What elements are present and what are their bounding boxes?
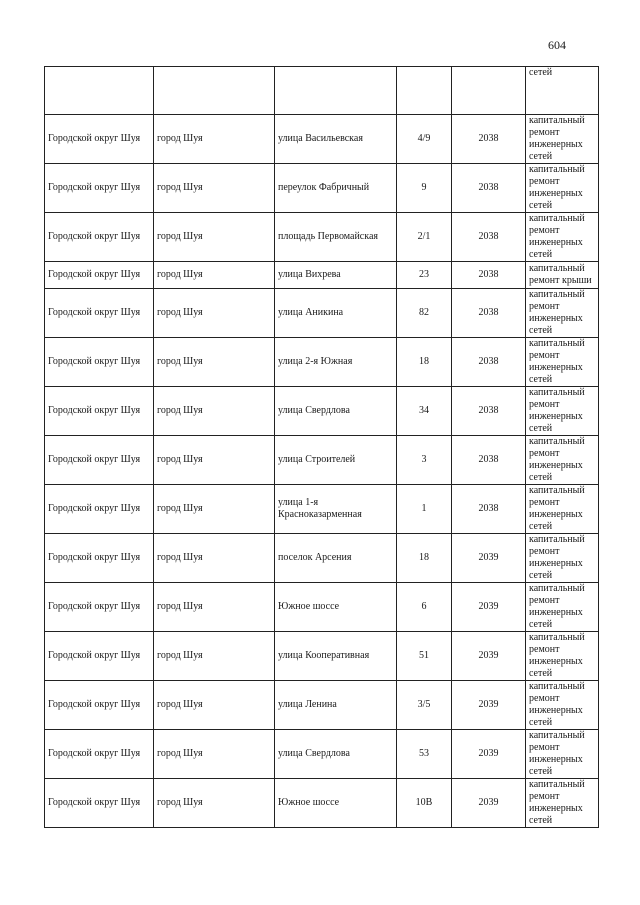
street-cell: улица Свердлова — [275, 730, 397, 779]
house-cell: 18 — [397, 338, 452, 387]
street-cell: улица Свердлова — [275, 387, 397, 436]
street-cell: улица Вихрева — [275, 262, 397, 289]
street-cell: улица Аникина — [275, 289, 397, 338]
year-cell: 2038 — [452, 289, 526, 338]
district-cell: Городской округ Шуя — [45, 338, 154, 387]
year-cell: 2039 — [452, 681, 526, 730]
district-cell: Городской округ Шуя — [45, 262, 154, 289]
year-cell: 2039 — [452, 583, 526, 632]
work-type-cell: капитальный ремонт инженерных сетей — [526, 289, 599, 338]
page-number: 604 — [548, 38, 566, 52]
city-cell: город Шуя — [154, 632, 275, 681]
street-cell: улица Ленина — [275, 681, 397, 730]
city-cell: город Шуя — [154, 485, 275, 534]
work-type-cell: капитальный ремонт инженерных сетей — [526, 387, 599, 436]
year-cell: 2038 — [452, 338, 526, 387]
city-cell: город Шуя — [154, 338, 275, 387]
house-cell: 51 — [397, 632, 452, 681]
year-cell: 2038 — [452, 262, 526, 289]
city-cell: город Шуя — [154, 779, 275, 828]
table-row — [45, 730, 599, 779]
work-type-cell: капитальный ремонт инженерных сетей — [526, 779, 599, 828]
house-cell — [397, 67, 452, 115]
year-cell: 2038 — [452, 164, 526, 213]
year-cell — [452, 67, 526, 115]
district-cell: Городской округ Шуя — [45, 632, 154, 681]
street-cell: улица 1-я Красноказарменная — [275, 485, 397, 534]
house-cell: 2/1 — [397, 213, 452, 262]
year-cell: 2038 — [452, 485, 526, 534]
work-type-cell: капитальный ремонт инженерных сетей — [526, 164, 599, 213]
table-row — [45, 164, 599, 213]
city-cell: город Шуя — [154, 262, 275, 289]
table-row — [45, 681, 599, 730]
house-cell: 53 — [397, 730, 452, 779]
city-cell — [154, 67, 275, 115]
district-cell — [45, 67, 154, 115]
year-cell: 2039 — [452, 779, 526, 828]
table-row — [45, 632, 599, 681]
work-type-cell: капитальный ремонт инженерных сетей — [526, 534, 599, 583]
table-row — [45, 262, 599, 289]
table-row — [45, 534, 599, 583]
city-cell: город Шуя — [154, 681, 275, 730]
city-cell: город Шуя — [154, 583, 275, 632]
street-cell: Южное шоссе — [275, 779, 397, 828]
year-cell: 2039 — [452, 632, 526, 681]
house-cell: 10В — [397, 779, 452, 828]
year-cell: 2038 — [452, 387, 526, 436]
city-cell: город Шуя — [154, 730, 275, 779]
street-cell: улица 2-я Южная — [275, 338, 397, 387]
house-cell: 9 — [397, 164, 452, 213]
city-cell: город Шуя — [154, 289, 275, 338]
street-cell: Южное шоссе — [275, 583, 397, 632]
address-table-body — [45, 67, 599, 828]
city-cell: город Шуя — [154, 213, 275, 262]
year-cell: 2038 — [452, 115, 526, 164]
year-cell: 2038 — [452, 213, 526, 262]
year-cell: 2038 — [452, 436, 526, 485]
district-cell: Городской округ Шуя — [45, 387, 154, 436]
house-cell: 4/9 — [397, 115, 452, 164]
work-type-cell: капитальный ремонт инженерных сетей — [526, 730, 599, 779]
district-cell: Городской округ Шуя — [45, 779, 154, 828]
table-row — [45, 436, 599, 485]
work-type-cell: сетей — [526, 67, 599, 115]
house-cell: 82 — [397, 289, 452, 338]
district-cell: Городской округ Шуя — [45, 534, 154, 583]
house-cell: 3 — [397, 436, 452, 485]
street-cell: поселок Арсения — [275, 534, 397, 583]
year-cell: 2039 — [452, 534, 526, 583]
address-table — [44, 66, 599, 828]
street-cell: площадь Первомайская — [275, 213, 397, 262]
table-row — [45, 289, 599, 338]
house-cell: 3/5 — [397, 681, 452, 730]
table-row — [45, 213, 599, 262]
district-cell: Городской округ Шуя — [45, 289, 154, 338]
street-cell — [275, 67, 397, 115]
city-cell: город Шуя — [154, 534, 275, 583]
district-cell: Городской округ Шуя — [45, 164, 154, 213]
city-cell: город Шуя — [154, 164, 275, 213]
work-type-cell: капитальный ремонт инженерных сетей — [526, 485, 599, 534]
street-cell: переулок Фабричный — [275, 164, 397, 213]
table-row — [45, 485, 599, 534]
house-cell: 6 — [397, 583, 452, 632]
city-cell: город Шуя — [154, 115, 275, 164]
street-cell: улица Васильевская — [275, 115, 397, 164]
district-cell: Городской округ Шуя — [45, 730, 154, 779]
district-cell: Городской округ Шуя — [45, 436, 154, 485]
house-cell: 34 — [397, 387, 452, 436]
table-row — [45, 338, 599, 387]
house-cell: 23 — [397, 262, 452, 289]
work-type-cell: капитальный ремонт инженерных сетей — [526, 583, 599, 632]
district-cell: Городской округ Шуя — [45, 583, 154, 632]
district-cell: Городской округ Шуя — [45, 213, 154, 262]
city-cell: город Шуя — [154, 387, 275, 436]
district-cell: Городской округ Шуя — [45, 115, 154, 164]
work-type-cell: капитальный ремонт инженерных сетей — [526, 681, 599, 730]
district-cell: Городской округ Шуя — [45, 681, 154, 730]
table-row — [45, 583, 599, 632]
house-cell: 1 — [397, 485, 452, 534]
work-type-cell: капитальный ремонт инженерных сетей — [526, 115, 599, 164]
work-type-cell: капитальный ремонт инженерных сетей — [526, 632, 599, 681]
district-cell: Городской округ Шуя — [45, 485, 154, 534]
table-row-continued — [45, 67, 599, 115]
table-row — [45, 115, 599, 164]
work-type-cell: капитальный ремонт крыши — [526, 262, 599, 289]
street-cell: улица Кооперативная — [275, 632, 397, 681]
work-type-cell: капитальный ремонт инженерных сетей — [526, 338, 599, 387]
year-cell: 2039 — [452, 730, 526, 779]
work-type-cell: капитальный ремонт инженерных сетей — [526, 213, 599, 262]
street-cell: улица Строителей — [275, 436, 397, 485]
city-cell: город Шуя — [154, 436, 275, 485]
table-row — [45, 387, 599, 436]
house-cell: 18 — [397, 534, 452, 583]
work-type-cell: капитальный ремонт инженерных сетей — [526, 436, 599, 485]
table-row — [45, 779, 599, 828]
